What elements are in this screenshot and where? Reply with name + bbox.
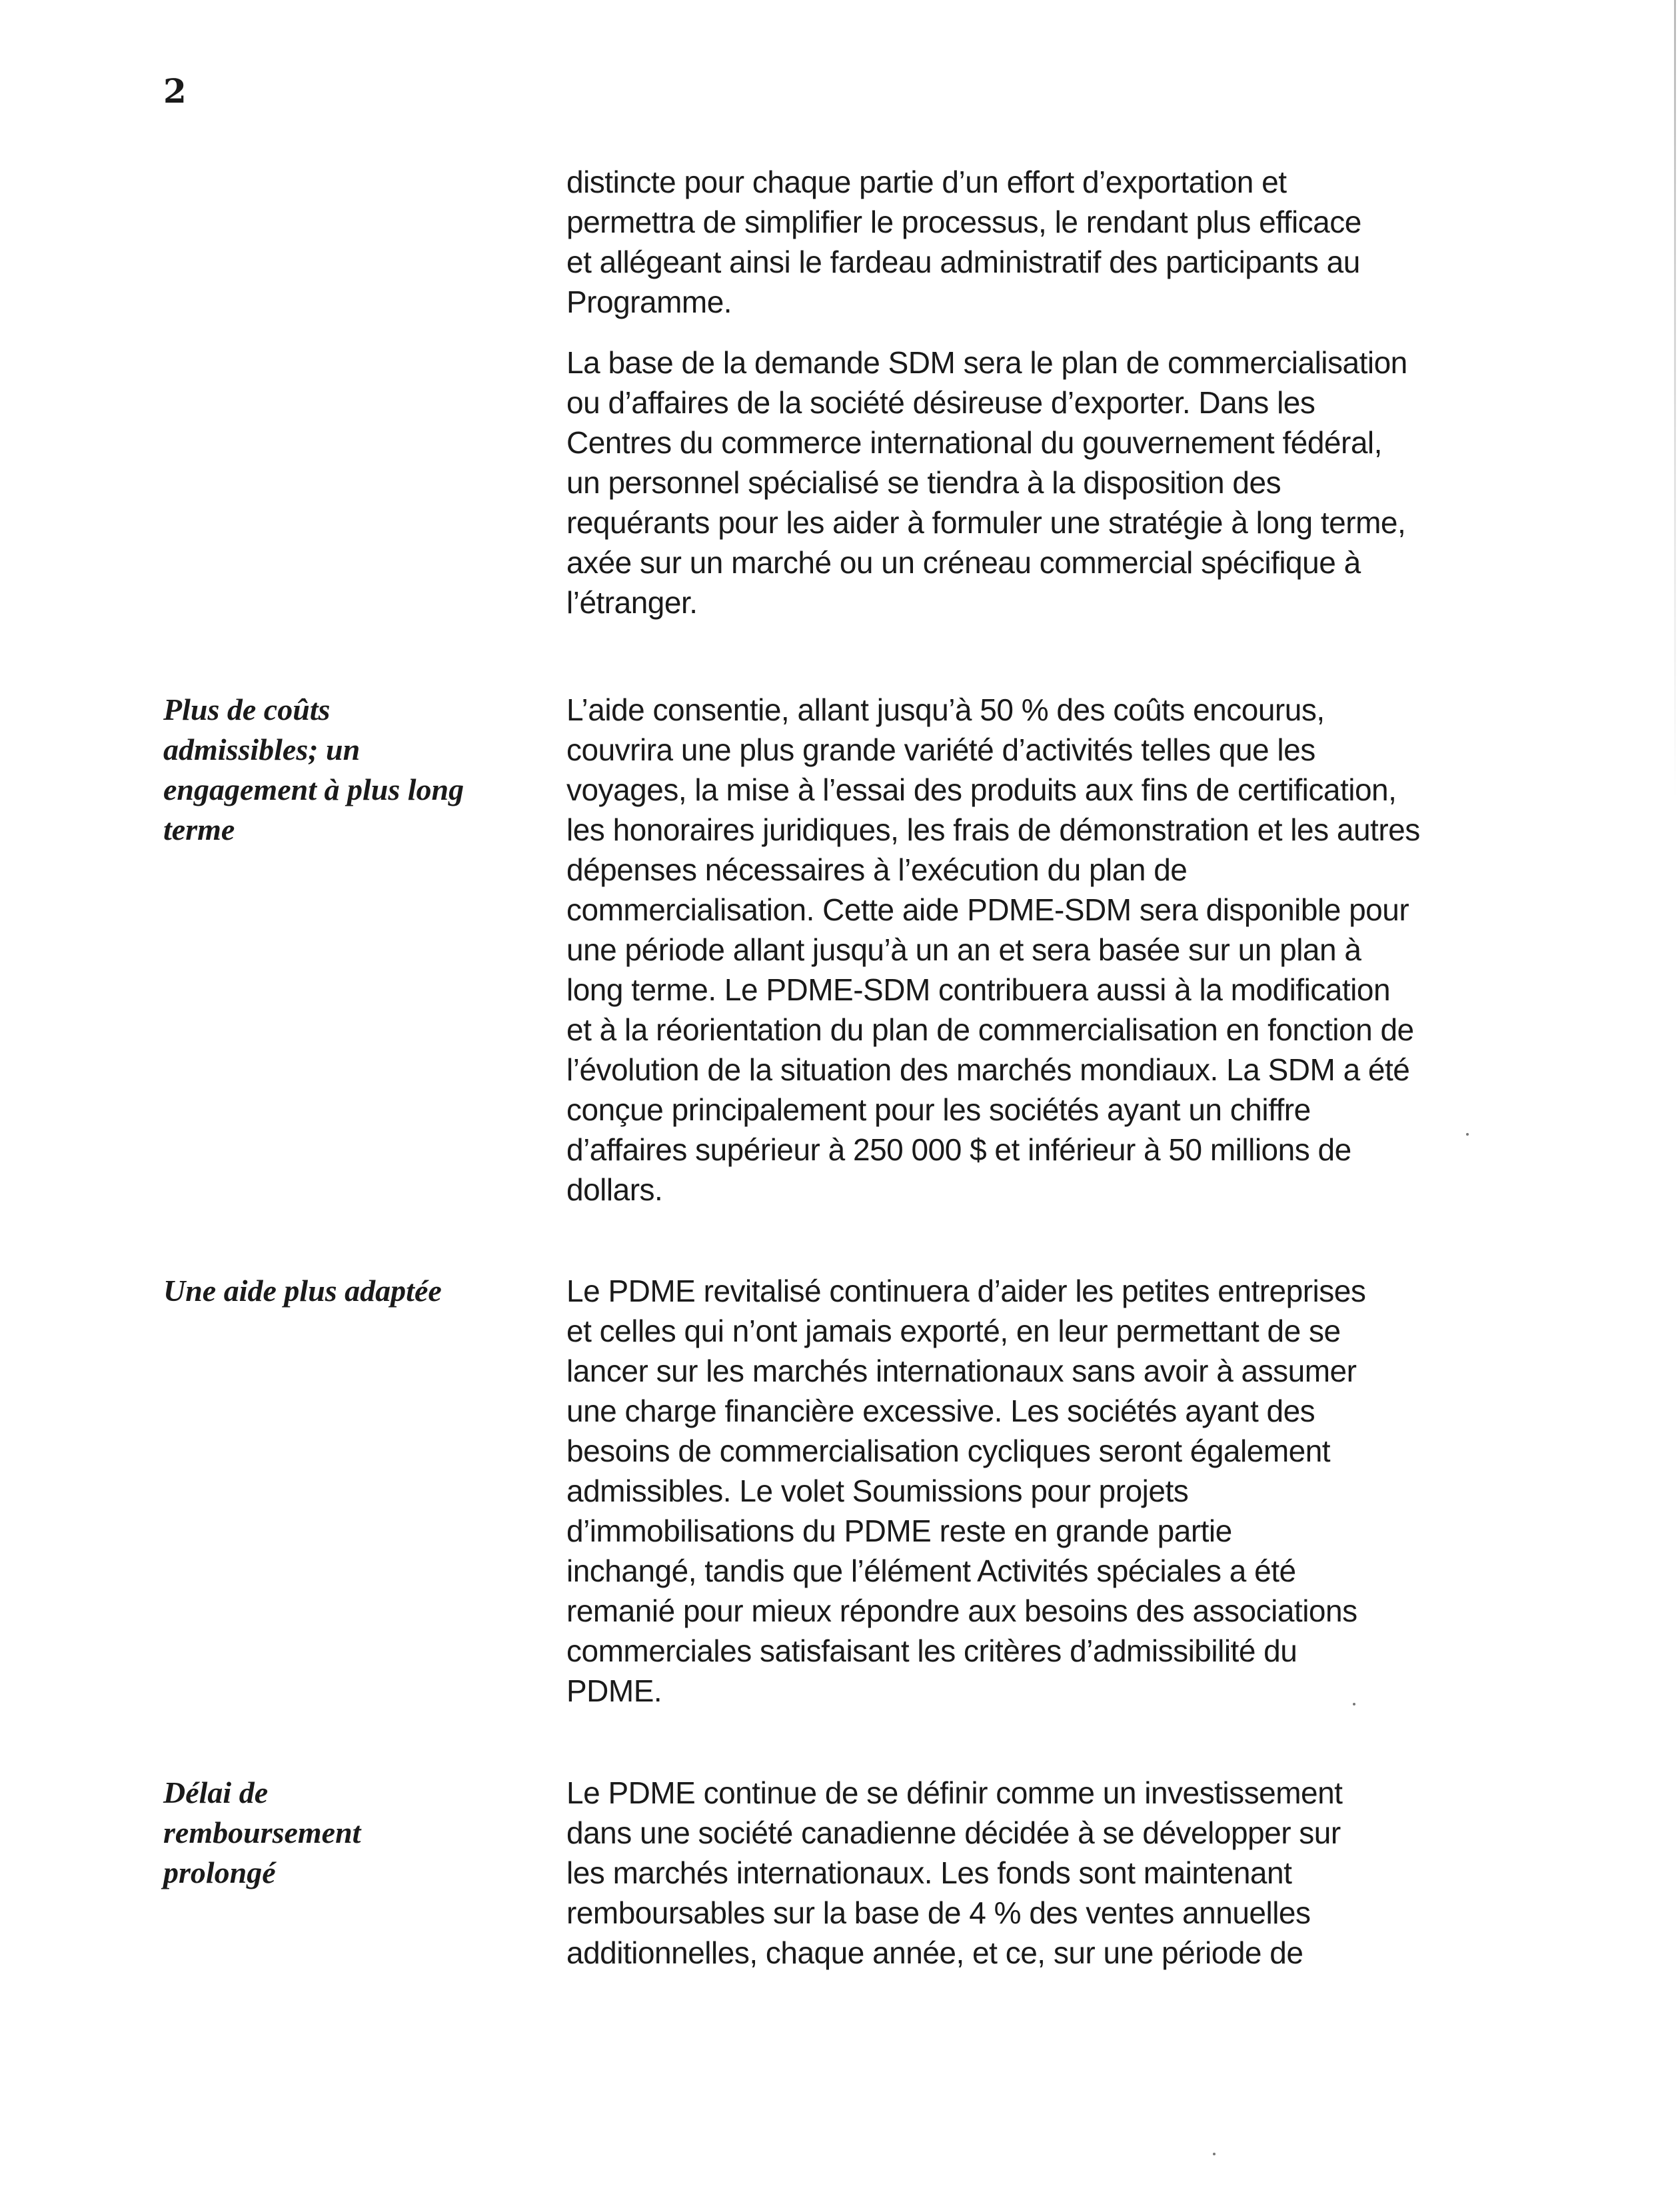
paragraph-repayment-period: Le PDME continue de se définir comme un investissement dans une société canadienne décidée à se développer sur les marchés internationaux. Les fonds sont maintenant remboursables sur la base de 4 % des ventes annuelles additionnelles, chaque année, et ce, sur une période de [566, 1775, 1343, 1970]
paragraph-adapted-aid: Le PDME revitalisé continuera d’aider les petites entreprises et celles qui n’ont jamais exporté, en leur permettant de se lancer sur les marchés internationaux sans avoir à assumer une charge financière excessive. Les sociétés ayant des besoins de commercialisation cycliques seront également admissibles. Le volet Soumissions pour projets d’immobilisations du PDME reste en grande partie inchangé, tandis que l’élément Activités spéciales a été remanié pour mieux répondre aux besoins des associations commerciales satisfaisant les critères d’admissibilité du PDME. [566, 1274, 1366, 1708]
heading-eligible-costs: Plus de coûts admissibles; un engagement à plus long terme [163, 692, 464, 846]
intro-paragraph-1: distincte pour chaque partie d’un effort d’exportation et permettra de simplifier le processus, le rendant plus efficace et allégeant ainsi le fardeau administratif des participants au Programme. [566, 165, 1361, 319]
intro-paragraph-2: La base de la demande SDM sera le plan de commercialisation ou d’affaires de la société désireuse d’exporter. Dans les Centres du commerce international du gouvernement fédéral, un personnel spécialisé se tiendra à la disposition des requérants pour les aider à formuler une stratégie à long terme, axée sur un marché ou un créneau commercial spécifique à l’étranger. [566, 345, 1407, 620]
page-number: 2 [163, 71, 187, 111]
scan-edge-line [1674, 0, 1676, 800]
heading-repayment-period: Délai de remboursement prolongé [163, 1775, 361, 1889]
paragraph-eligible-costs: L’aide consentie, allant jusqu’à 50 % des coûts encourus, couvrira une plus grande variété d’activités telles que les voyages, la mise à l’essai des produits aux fins de certification, les honoraires juridiques, les frais de démonstration et les autres dépenses nécessaires à l’exécution du plan de commercialisation. Cette aide PDME-SDM sera disponible pour une période allant jusqu’à un an et sera basée sur un plan à long terme. Le PDME-SDM contribuera aussi à la modification et à la réorientation du plan de commercialisation en fonction de l’évolution de la situation des marchés mondiaux. La SDM a été conçue principalement pour les sociétés ayant un chiffre d’affaires supérieur à 250 000 $ et inférieur à 50 millions de dollars. [566, 692, 1420, 1207]
scan-speck [1213, 2153, 1216, 2155]
heading-adapted-aid: Une aide plus adaptée [163, 1274, 442, 1308]
